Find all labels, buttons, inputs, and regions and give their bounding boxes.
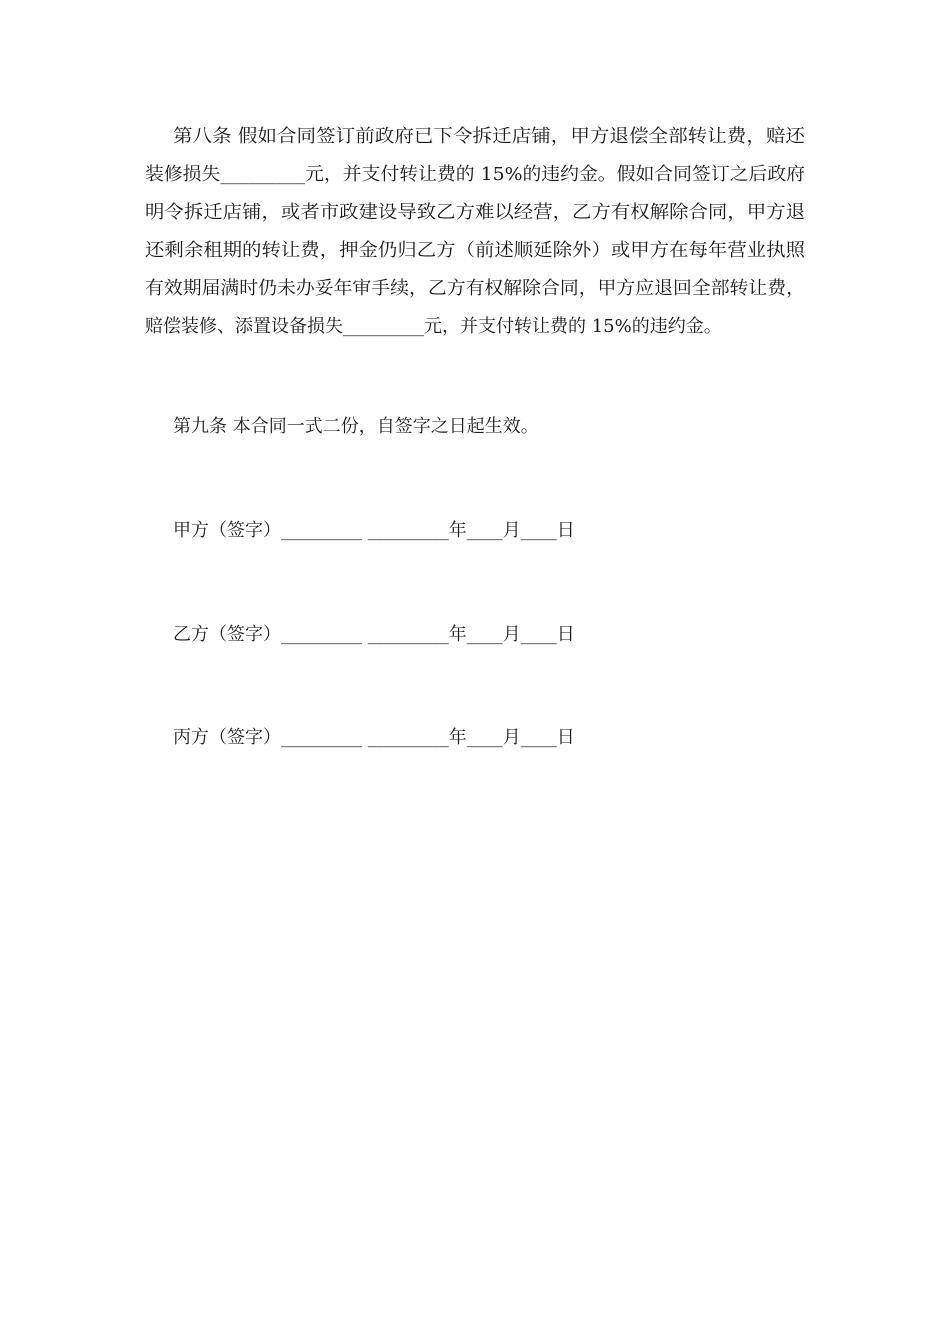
article-8-line-5 xyxy=(145,278,805,300)
article-8-line-1 xyxy=(145,126,805,148)
article-8-line-1-text: 第八条 假如合同签订前政府已下令拆迁店铺，甲方退偿全部转让费，赔还 xyxy=(173,126,805,147)
article-8-line-4-text: 还剩余租期的转让费，押金仍归乙方（前述顺延除外）或甲方在每年营业执照 xyxy=(145,240,805,261)
article-8-line-2-text: 装修损失_________元，并支付转让费的 15%的违约金。假如合同签订之后政府 xyxy=(145,164,806,185)
article-8-line-3-text: 明令拆迁店铺，或者市政建设导致乙方难以经营，乙方有权解除合同，甲方退 xyxy=(145,202,805,223)
article-8-line-5-text: 有效期届满时仍未办妥年审手续，乙方有权解除合同，甲方应退回全部转让费， xyxy=(145,278,805,299)
article-8-line-6-text: 赔偿装修、添置设备损失_________元，并支付转让费的 15%的违约金。 xyxy=(145,316,722,337)
signature-party-a-text: 甲方（签字）_________ _________年____月____日 xyxy=(173,520,575,541)
signature-party-b-text: 乙方（签字）_________ _________年____月____日 xyxy=(173,624,575,645)
article-8-line-2 xyxy=(145,164,806,186)
signature-party-a xyxy=(173,520,575,542)
signature-party-b xyxy=(173,624,575,646)
signature-party-c-text: 丙方（签字）_________ _________年____月____日 xyxy=(173,727,575,748)
signature-party-c xyxy=(173,727,575,749)
article-9-text: 第九条 本合同一式二份，自签字之日起生效。 xyxy=(173,416,539,437)
article-8-line-6 xyxy=(145,316,722,338)
article-8-line-3 xyxy=(145,202,805,224)
article-9 xyxy=(145,416,539,438)
article-8-line-4 xyxy=(145,240,805,262)
